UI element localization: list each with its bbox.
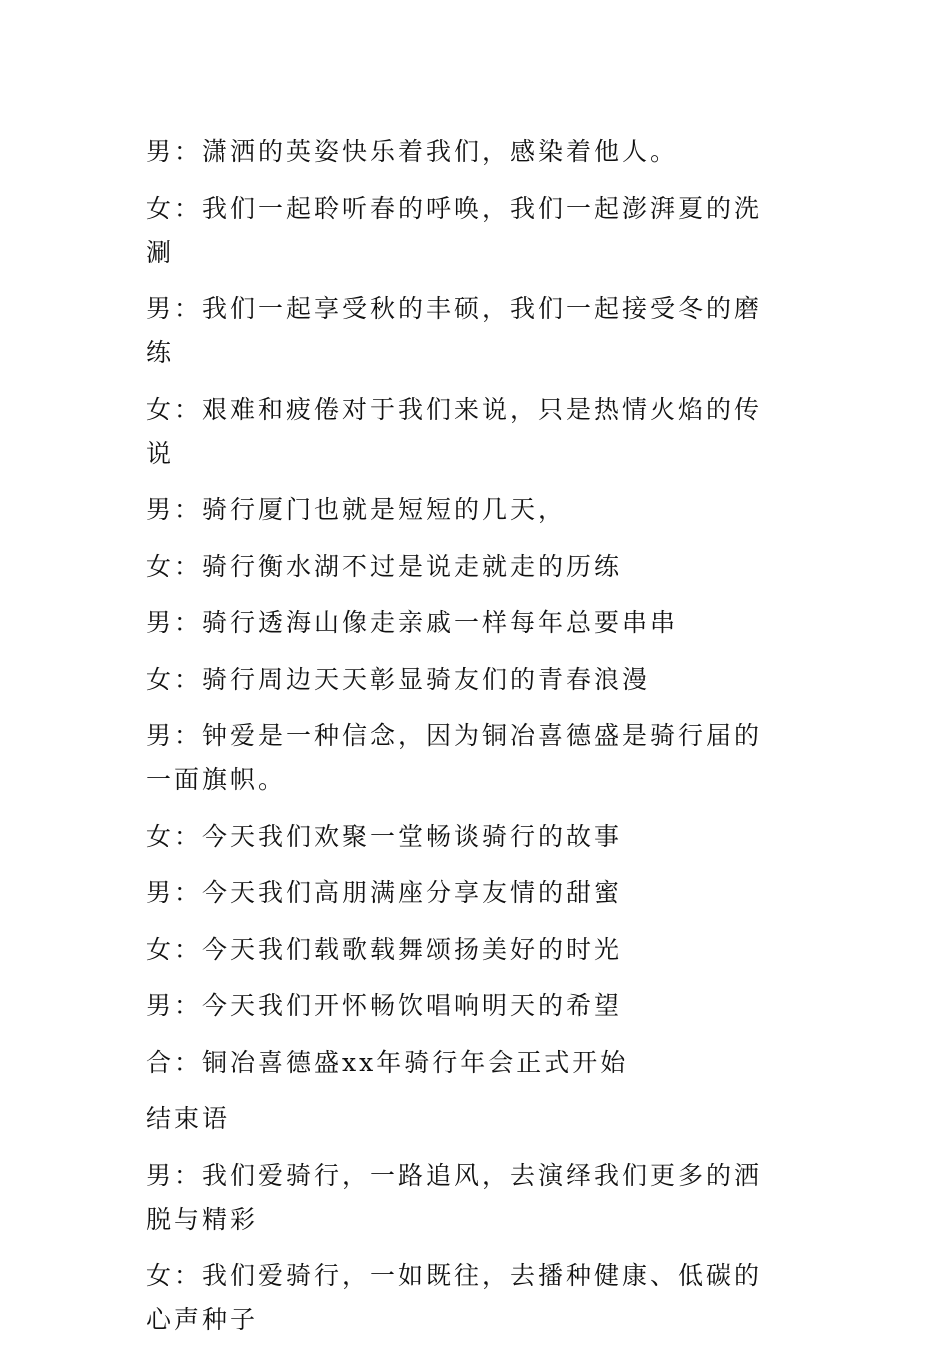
dialogue-line: 女：今天我们欢聚一堂畅谈骑行的故事 xyxy=(146,821,623,851)
dialogue-line: 男：今天我们开怀畅饮唱响明天的希望 xyxy=(146,991,623,1020)
dialogue-line: 男：我们一起享受秋的丰硕，我们一起接受冬的磨练 xyxy=(146,294,763,367)
dialogue-line: 女：今天我们载歌载舞颂扬美好的时光 xyxy=(146,934,623,964)
dialogue-line: 男：钟爱是一种信念，因为铜冶喜德盛是骑行届的一面旗帜。 xyxy=(146,721,763,794)
dialogue-line: 女：我们一起聆听春的呼唤，我们一起澎湃夏的洗涮 xyxy=(146,193,763,267)
dialogue-line: 女：艰难和疲倦对于我们来说，只是热情火焰的传说 xyxy=(146,394,763,468)
section-heading: 结束语 xyxy=(146,1104,231,1133)
dialogue-line: 女：骑行周边天天彰显骑友们的青春浪漫 xyxy=(146,664,651,694)
dialogue-line: 男：骑行透海山像走亲戚一样每年总要串串 xyxy=(146,608,679,637)
closing-line: 男：我们爱骑行，一路追风，去演绎我们更多的洒脱与精彩 xyxy=(146,1160,763,1234)
dialogue-line: 合：铜冶喜德盛xx年骑行年会正式开始 xyxy=(146,1047,629,1077)
document-body xyxy=(146,130,786,1355)
dialogue-line: 男：潇洒的英姿快乐着我们，感染着他人。 xyxy=(146,137,679,166)
dialogue-line: 女：骑行衡水湖不过是说走就走的历练 xyxy=(146,551,623,581)
dialogue-line: 男：骑行厦门也就是短短的几天， xyxy=(146,495,567,524)
dialogue-line: 男：今天我们高朋满座分享友情的甜蜜 xyxy=(146,878,623,907)
closing-line: 女：我们爱骑行，一如既往，去播种健康、低碳的心声种子 xyxy=(146,1261,763,1334)
